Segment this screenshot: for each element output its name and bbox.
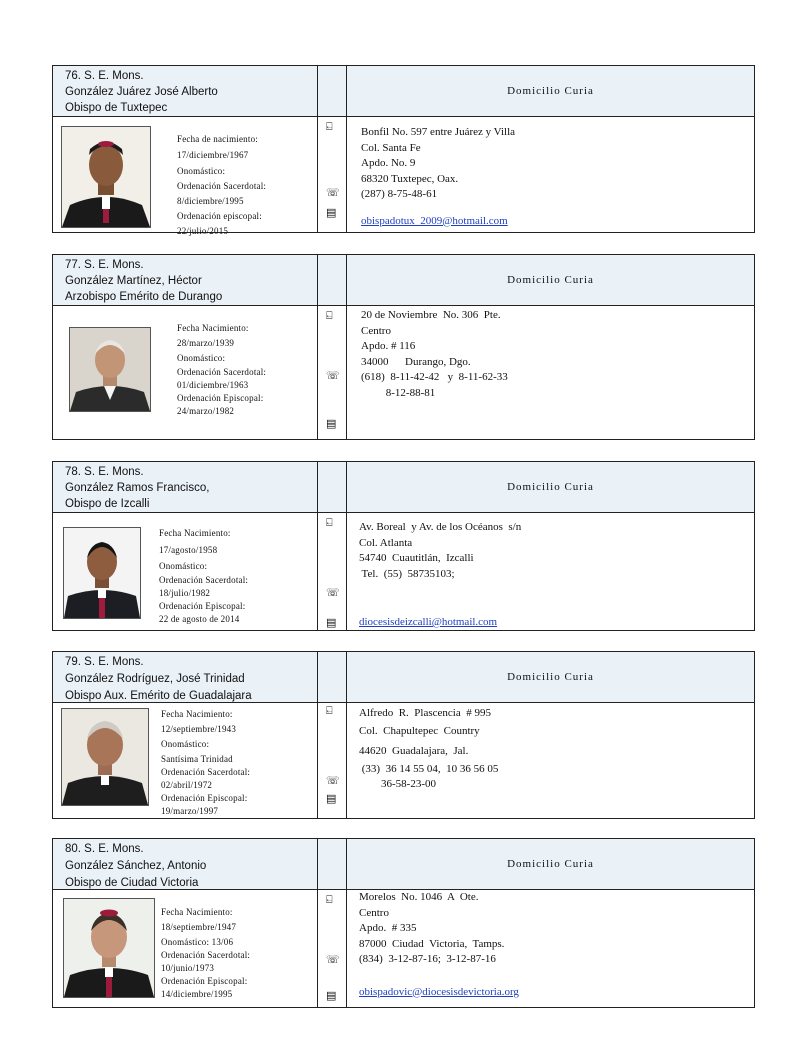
bishop-name: González Martínez, Héctor [65,275,202,287]
fax-icon: ▤ [326,792,337,805]
bishop-name: González Sánchez, Antonio [65,860,207,872]
icon-column-header [317,652,347,702]
birth-date: 12/septiembre/1943 [161,724,237,734]
bishop-title: Obispo Aux. Emérito de Guadalajara [65,690,252,702]
birth-date-label: Fecha de nacimiento: [177,134,258,144]
birth-date-label: Fecha Nacimiento: [161,907,233,917]
birth-date: 18/septiembre/1947 [161,922,237,932]
portrait-image [62,709,148,805]
bio-dates [177,321,266,418]
address-cell [347,703,754,819]
bio-dates [161,707,250,818]
domicilio-curia-label: Domicilio Curia [507,274,594,286]
card-header [53,462,754,513]
name-day-label: Onomástico: [177,166,226,176]
domicilio-curia-label: Domicilio Curia [507,858,594,870]
contact-icons [317,513,347,631]
city-line: 87000 Ciudad Victoria, Tamps. [359,937,505,950]
priest-ordination-label: Ordenación Sacerdotal: [159,575,249,585]
episcopal-ordination-label: Ordenación Episcopal: [161,976,248,986]
birth-date-label: Fecha Nacimiento: [177,323,249,333]
bio-cell [53,117,317,236]
mailbox-icon: ⍇ [326,120,333,133]
portrait-image [70,328,150,411]
contact-icons [317,306,347,440]
name-day-label: Onomástico: 13/06 [161,937,234,947]
card-body [53,890,754,1008]
fax-icon: ▤ [326,616,337,629]
contact-icons [317,117,347,233]
address-cell [347,306,754,440]
priest-ordination-date: 01/diciembre/1963 [177,380,249,390]
portrait-image [62,127,150,227]
name-day-label: Onomástico: [159,561,208,571]
bio-dates [161,905,250,1001]
phone-line-2: 36-58-23-00 [359,778,436,790]
name-day: Santísima Trinidad [161,754,233,764]
episcopal-ordination-date: 14/diciembre/1995 [161,989,233,999]
bishop-photo [61,126,151,228]
directory-card-77 [52,254,755,440]
bishop-photo [63,898,155,998]
bishop-title: Arzobispo Emérito de Durango [65,291,223,303]
portrait-image [64,528,140,618]
bishop-photo [69,327,151,412]
po-box-line: Apdo. # 116 [361,340,416,352]
icon-column-header [317,839,347,889]
street-line: Av. Boreal y Av. de los Océanos s/n [359,521,522,533]
city-line: 68320 Tuxtepec, Oax. [361,172,459,185]
card-header [53,255,754,306]
bishop-name: González Ramos Francisco, [65,482,210,494]
colony-line: Centro [361,324,391,337]
phone-icon: ☏ [326,369,340,382]
colony-line: Col. Santa Fe [361,141,421,154]
episcopal-ordination-date: 24/marzo/1982 [177,406,235,416]
bishop-title: Obispo de Ciudad Victoria [65,877,199,889]
contact-icons [317,703,347,819]
colony-line: Col. Chapultepec Country [359,725,480,737]
priest-ordination-date: 8/diciembre/1995 [177,196,244,206]
street-line: Bonfil No. 597 entre Juárez y Villa [361,126,516,138]
bishop-title: Obispo de Tuxtepec [65,102,168,114]
episcopal-ordination-date: 22/julio/2015 [177,226,229,236]
contact-icons [317,890,347,1008]
bishop-title: Obispo de Izcalli [65,498,150,510]
card-body [53,513,754,631]
address-cell [347,890,754,1008]
card-body [53,117,754,236]
episcopal-ordination-label: Ordenación Episcopal: [177,393,264,403]
street-line: Alfredo R. Plascencia # 995 [359,707,491,719]
phone-icon: ☏ [326,774,340,787]
city-line: 44620 Guadalajara, Jal. [359,745,469,757]
entry-number: 78. S. E. Mons. [65,466,144,478]
birth-date-label: Fecha Nacimiento: [159,528,231,538]
episcopal-ordination-label: Ordenación Episcopal: [161,793,248,803]
phone-line: (618) 8-11-42-42 y 8-11-62-33 [361,371,508,383]
domicilio-curia-label: Domicilio Curia [507,85,594,97]
entry-number: 77. S. E. Mons. [65,259,144,271]
domicilio-curia-label: Domicilio Curia [507,481,594,493]
email-link[interactable]: diocesisdeizcalli@hotmail.com [359,616,498,628]
episcopal-ordination-label: Ordenación episcopal: [177,211,262,221]
email-link[interactable]: obispadotux_2009@hotmail.com [361,214,508,227]
directory-card-79 [52,651,755,819]
priest-ordination-date: 10/junio/1973 [161,963,215,973]
entry-number: 76. S. E. Mons. [65,70,144,82]
phone-line: (287) 8-75-48-61 [361,188,438,200]
phone-icon: ☏ [326,586,340,599]
portrait-image [64,899,154,997]
po-box-line: Apdo. No. 9 [361,157,416,169]
fax-icon: ▤ [326,206,337,219]
birth-date: 28/marzo/1939 [177,338,235,348]
bio-cell [53,703,317,819]
card-header [53,652,754,703]
bishop-name: González Juárez José Alberto [65,86,218,98]
bishop-name-block [53,839,317,889]
phone-line: (33) 36 14 55 04, 10 36 56 05 [359,763,499,775]
phone-line: (834) 3-12-87-16; 3-12-87-16 [359,953,496,965]
bio-cell [53,890,317,1008]
phone-icon: ☏ [326,186,340,199]
priest-ordination-label: Ordenación Sacerdotal: [177,181,267,191]
priest-ordination-label: Ordenación Sacerdotal: [161,950,251,960]
po-box-line: Apdo. # 335 [359,922,417,934]
bio-dates [159,525,248,626]
mailbox-icon: ⍇ [326,516,333,529]
bishop-name-block [53,652,317,702]
colony-line: Centro [359,906,389,919]
priest-ordination-date: 02/abril/1972 [161,780,213,790]
domicilio-curia-label: Domicilio Curia [507,671,594,683]
street-line: 20 de Noviembre No. 306 Pte. [361,309,501,321]
city-line: 34000 Durango, Dgo. [361,355,471,368]
priest-ordination-label: Ordenación Sacerdotal: [161,767,251,777]
email-link[interactable]: obispadovic@diocesisdevictoria.org [359,985,519,998]
priest-ordination-label: Ordenación Sacerdotal: [177,367,267,377]
directory-card-76 [52,65,755,236]
fax-icon: ▤ [326,989,337,1002]
icon-column-header [317,66,347,116]
fax-icon: ▤ [326,417,337,430]
episcopal-ordination-date: 19/marzo/1997 [161,806,219,816]
mailbox-icon: ⍇ [326,704,333,717]
bishop-photo [61,708,149,806]
city-line: 54740 Cuautitlán, Izcalli [359,552,474,564]
priest-ordination-date: 18/julio/1982 [159,588,211,598]
card-body [53,703,754,819]
birth-date: 17/diciembre/1967 [177,150,249,160]
episcopal-ordination-label: Ordenación Episcopal: [159,601,246,611]
bio-cell [53,513,317,631]
episcopal-ordination-date: 22 de agosto de 2014 [159,614,240,624]
birth-date-label: Fecha Nacimiento: [161,709,233,719]
card-body [53,306,754,440]
entry-number: 80. S. E. Mons. [65,843,144,855]
bishop-name: González Rodríguez, José Trinidad [65,673,245,685]
directory-card-78 [52,461,755,631]
bio-cell [53,306,317,440]
bio-dates [177,131,266,239]
bishop-name-block [53,255,317,305]
address-cell [347,117,754,233]
phone-line: Tel. (55) 58735103; [359,567,455,580]
colony-line: Col. Atlanta [359,536,413,549]
address-cell [347,513,754,631]
phone-line-2: 8-12-88-81 [361,386,436,399]
birth-date: 17/agosto/1958 [159,545,218,555]
entry-number: 79. S. E. Mons. [65,656,144,668]
street-line: Morelos No. 1046 A Ote. [359,891,479,903]
icon-column-header [317,255,347,305]
mailbox-icon: ⍇ [326,309,333,322]
bishop-photo [63,527,141,619]
bishop-name-block [53,462,317,512]
directory-card-80 [52,838,755,1008]
bishop-name-block [53,66,317,116]
icon-column-header [317,462,347,512]
name-day-label: Onomástico: [177,353,226,363]
card-header [53,66,754,117]
name-day-label: Onomástico: [161,739,210,749]
mailbox-icon: ⍇ [326,893,333,906]
card-header [53,839,754,890]
phone-icon: ☏ [326,953,340,966]
